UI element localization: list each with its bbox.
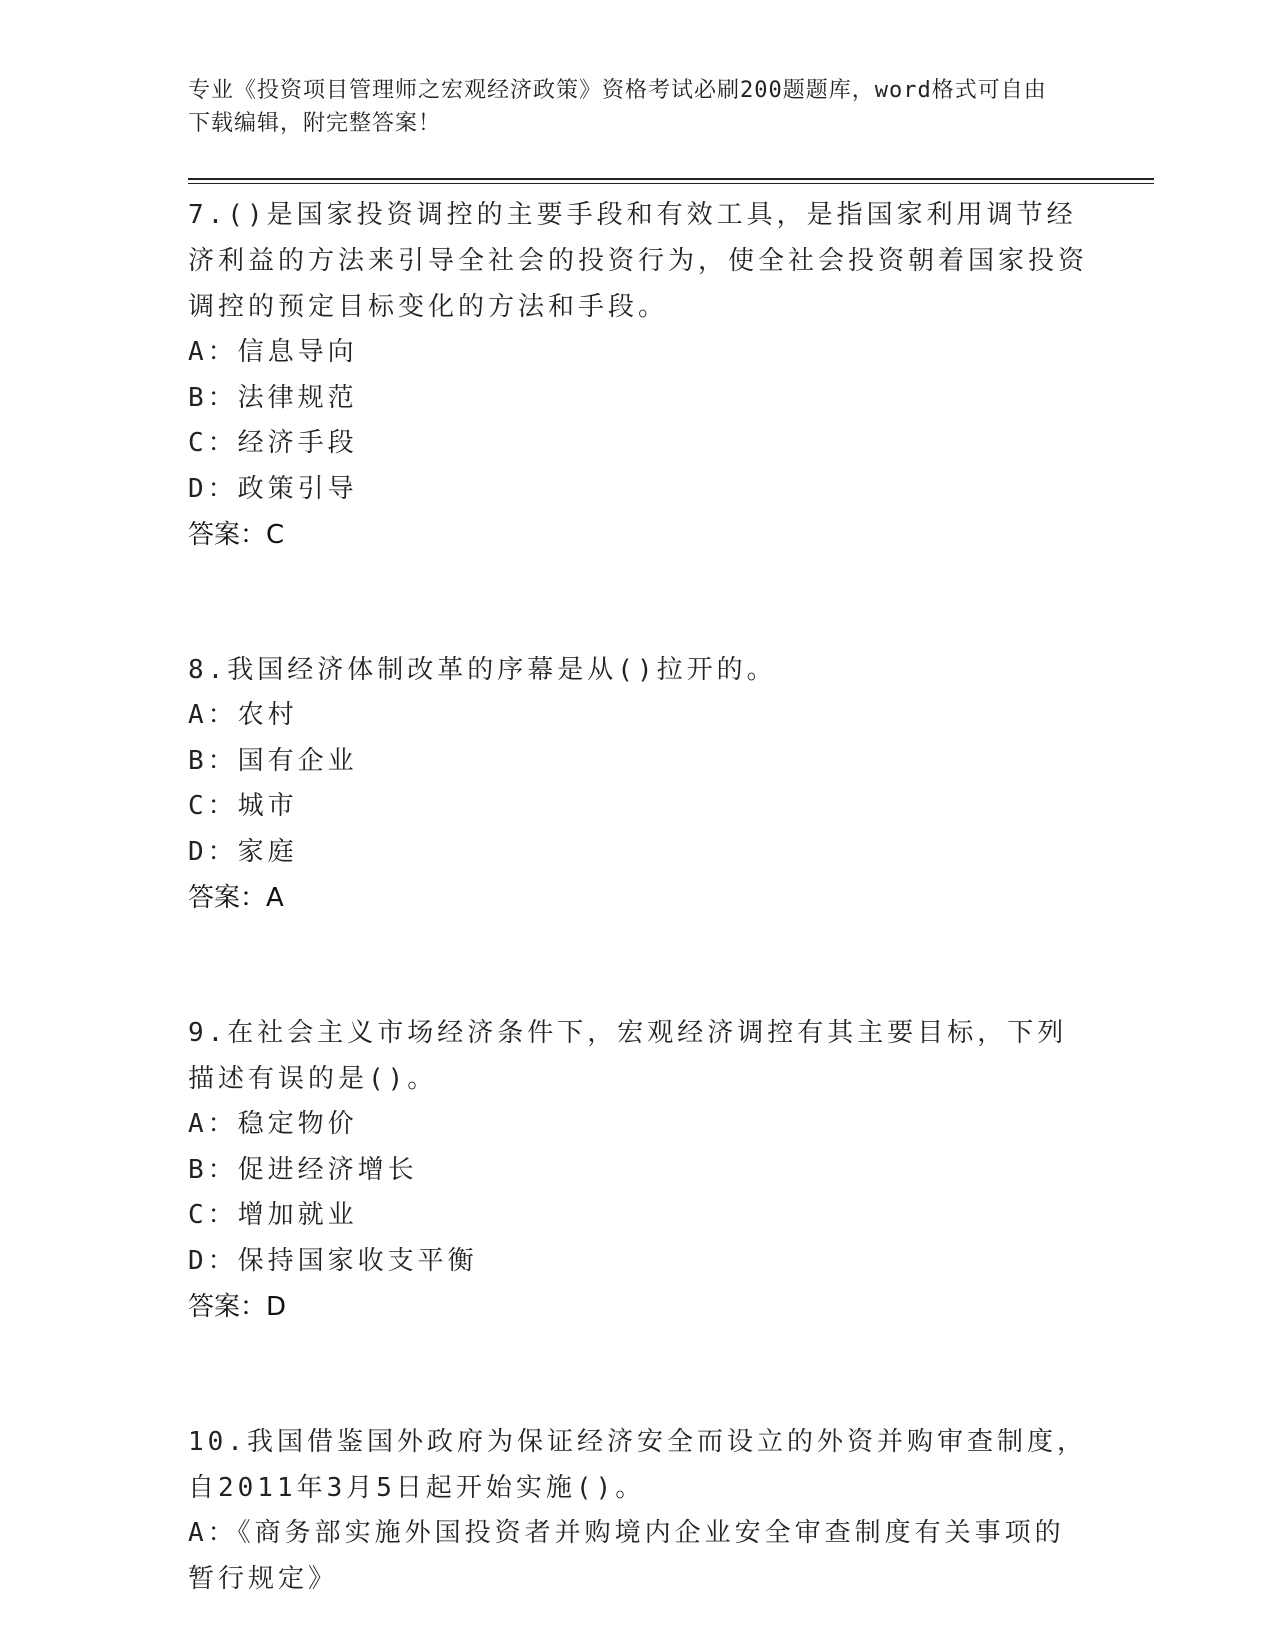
option-b: B：法律规范 (188, 382, 358, 413)
option-a: A：《商务部实施外国投资者并购境内企业安全审查制度有关事项的暂行规定》 (188, 1518, 1065, 1594)
answer: 答案：A (188, 883, 284, 913)
question-stem: 9.在社会主义市场经济条件下，宏观经济调控有其主要目标，下列描述有误的是()。 (188, 1018, 1068, 1094)
header-divider-thin (188, 183, 1154, 184)
option-c: C：增加就业 (188, 1200, 358, 1230)
question-list (188, 192, 1088, 1602)
option-c: C：经济手段 (188, 428, 358, 458)
question-stem: 8.我国经济体制改革的序幕是从()拉开的。 (188, 655, 777, 685)
question-stem: 10.我国借鉴国外政府为保证经济安全而设立的外资并购审查制度，自2011年3月5日起开始实施()。 (188, 1427, 1087, 1503)
answer: 答案：D (188, 1292, 287, 1322)
question-spacer (188, 1330, 1088, 1419)
question-10 (188, 1419, 1088, 1602)
header-divider (188, 178, 1154, 180)
option-d: D：政策引导 (188, 473, 358, 504)
answer: 答案：C (188, 520, 285, 550)
option-c: C：城市 (188, 791, 298, 821)
option-a: A：稳定物价 (188, 1109, 358, 1139)
option-d: D：家庭 (188, 836, 298, 867)
question-spacer (188, 921, 1088, 1010)
option-d: D：保持国家收支平衡 (188, 1245, 478, 1276)
question-spacer (188, 558, 1088, 647)
question-9 (188, 1010, 1088, 1330)
question-8 (188, 647, 1088, 921)
question-7 (188, 192, 1088, 558)
option-b: B：国有企业 (188, 745, 358, 776)
question-stem: 7.()是国家投资调控的主要手段和有效工具，是指国家利用调节经济利益的方法来引导全社会的投资行为，使全社会投资朝着国家投资调控的预定目标变化的方法和手段。 (188, 200, 1089, 322)
document-header: 专业《投资项目管理师之宏观经济政策》资格考试必刷200题题库，word格式可自由下载编辑，附完整答案！ (188, 78, 1047, 136)
option-a: A：农村 (188, 700, 298, 730)
option-a: A：信息导向 (188, 337, 358, 367)
option-b: B：促进经济增长 (188, 1154, 418, 1185)
